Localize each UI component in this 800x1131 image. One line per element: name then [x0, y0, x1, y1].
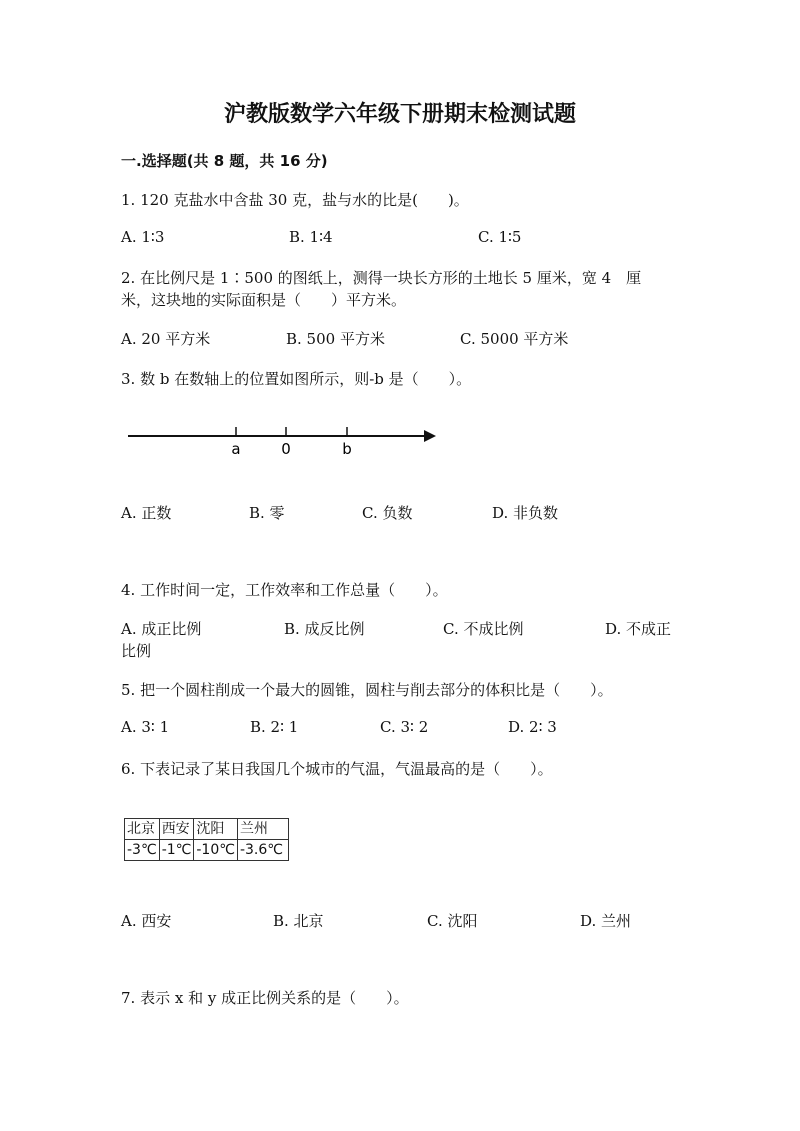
table-row-cities	[125, 819, 289, 840]
q4-option-d-wrap: 比例	[121, 642, 152, 660]
table-cell: 兰州	[237, 819, 288, 840]
question-2-line-1: 2. 在比例尺是 1∶500 的图纸上，测得一块长方形的土地长 5 厘米，宽 4 厘	[121, 269, 642, 287]
q4-option-d: D. 不成正	[605, 620, 672, 638]
q4-option-c: C. 不成比例	[443, 620, 524, 638]
q2-option-a: A. 20 平方米	[121, 330, 211, 348]
page-title: 沪教版数学六年级下册期末检测试题	[223, 102, 576, 127]
question-7: 7. 表示 x 和 y 成正比例关系的是（ ）。	[121, 989, 409, 1007]
q4-option-b: B. 成反比例	[284, 620, 365, 638]
question-5: 5. 把一个圆柱削成一个最大的圆锥，圆柱与削去部分的体积比是（ ）。	[121, 681, 613, 699]
table-cell: -10℃	[194, 840, 238, 861]
label-zero: 0	[281, 440, 291, 458]
q6-option-b: B. 北京	[273, 912, 324, 930]
table-cell: -3℃	[125, 840, 160, 861]
q1-option-c: C. 1∶5	[478, 228, 522, 246]
q2-option-c: C. 5000 平方米	[460, 330, 569, 348]
q3-option-b: B. 零	[249, 504, 285, 522]
question-4: 4. 工作时间一定，工作效率和工作总量（ ）。	[121, 581, 448, 599]
q5-option-b: B. 2∶ 1	[250, 718, 299, 736]
table-cell: -3.6℃	[237, 840, 288, 861]
q3-option-d: D. 非负数	[492, 504, 559, 522]
question-3: 3. 数 b 在数轴上的位置如图所示，则-b 是（ ）。	[121, 370, 472, 388]
q5-option-c: C. 3∶ 2	[380, 718, 429, 736]
table-cell: 西安	[159, 819, 194, 840]
question-2-line-2: 米，这块地的实际面积是（ ）平方米。	[121, 291, 407, 309]
q1-option-b: B. 1∶4	[289, 228, 333, 246]
q5-option-d: D. 2∶ 3	[508, 718, 557, 736]
question-6: 6. 下表记录了某日我国几个城市的气温，气温最高的是（ ）。	[121, 760, 553, 778]
label-a: a	[231, 440, 241, 458]
label-b: b	[342, 440, 352, 458]
table-cell: 北京	[125, 819, 160, 840]
arrow-icon	[424, 430, 436, 442]
temperature-table	[124, 818, 289, 861]
table-row-temps	[125, 840, 289, 861]
q5-option-a: A. 3∶ 1	[121, 718, 170, 736]
q3-option-a: A. 正数	[121, 504, 172, 522]
q3-option-c: C. 负数	[362, 504, 413, 522]
question-1: 1. 120 克盐水中含盐 30 克，盐与水的比是( )。	[121, 191, 469, 209]
q6-option-d: D. 兰州	[580, 912, 632, 930]
q2-option-b: B. 500 平方米	[286, 330, 385, 348]
q4-option-a: A. 成正比例	[121, 620, 202, 638]
number-line-figure	[124, 420, 444, 460]
q6-option-a: A. 西安	[121, 912, 172, 930]
q1-option-a: A. 1∶3	[121, 228, 165, 246]
table-cell: -1℃	[159, 840, 194, 861]
section-heading: 一.选择题(共 8 题，共 16 分)	[121, 152, 328, 170]
q6-option-c: C. 沈阳	[427, 912, 478, 930]
table-cell: 沈阳	[194, 819, 238, 840]
